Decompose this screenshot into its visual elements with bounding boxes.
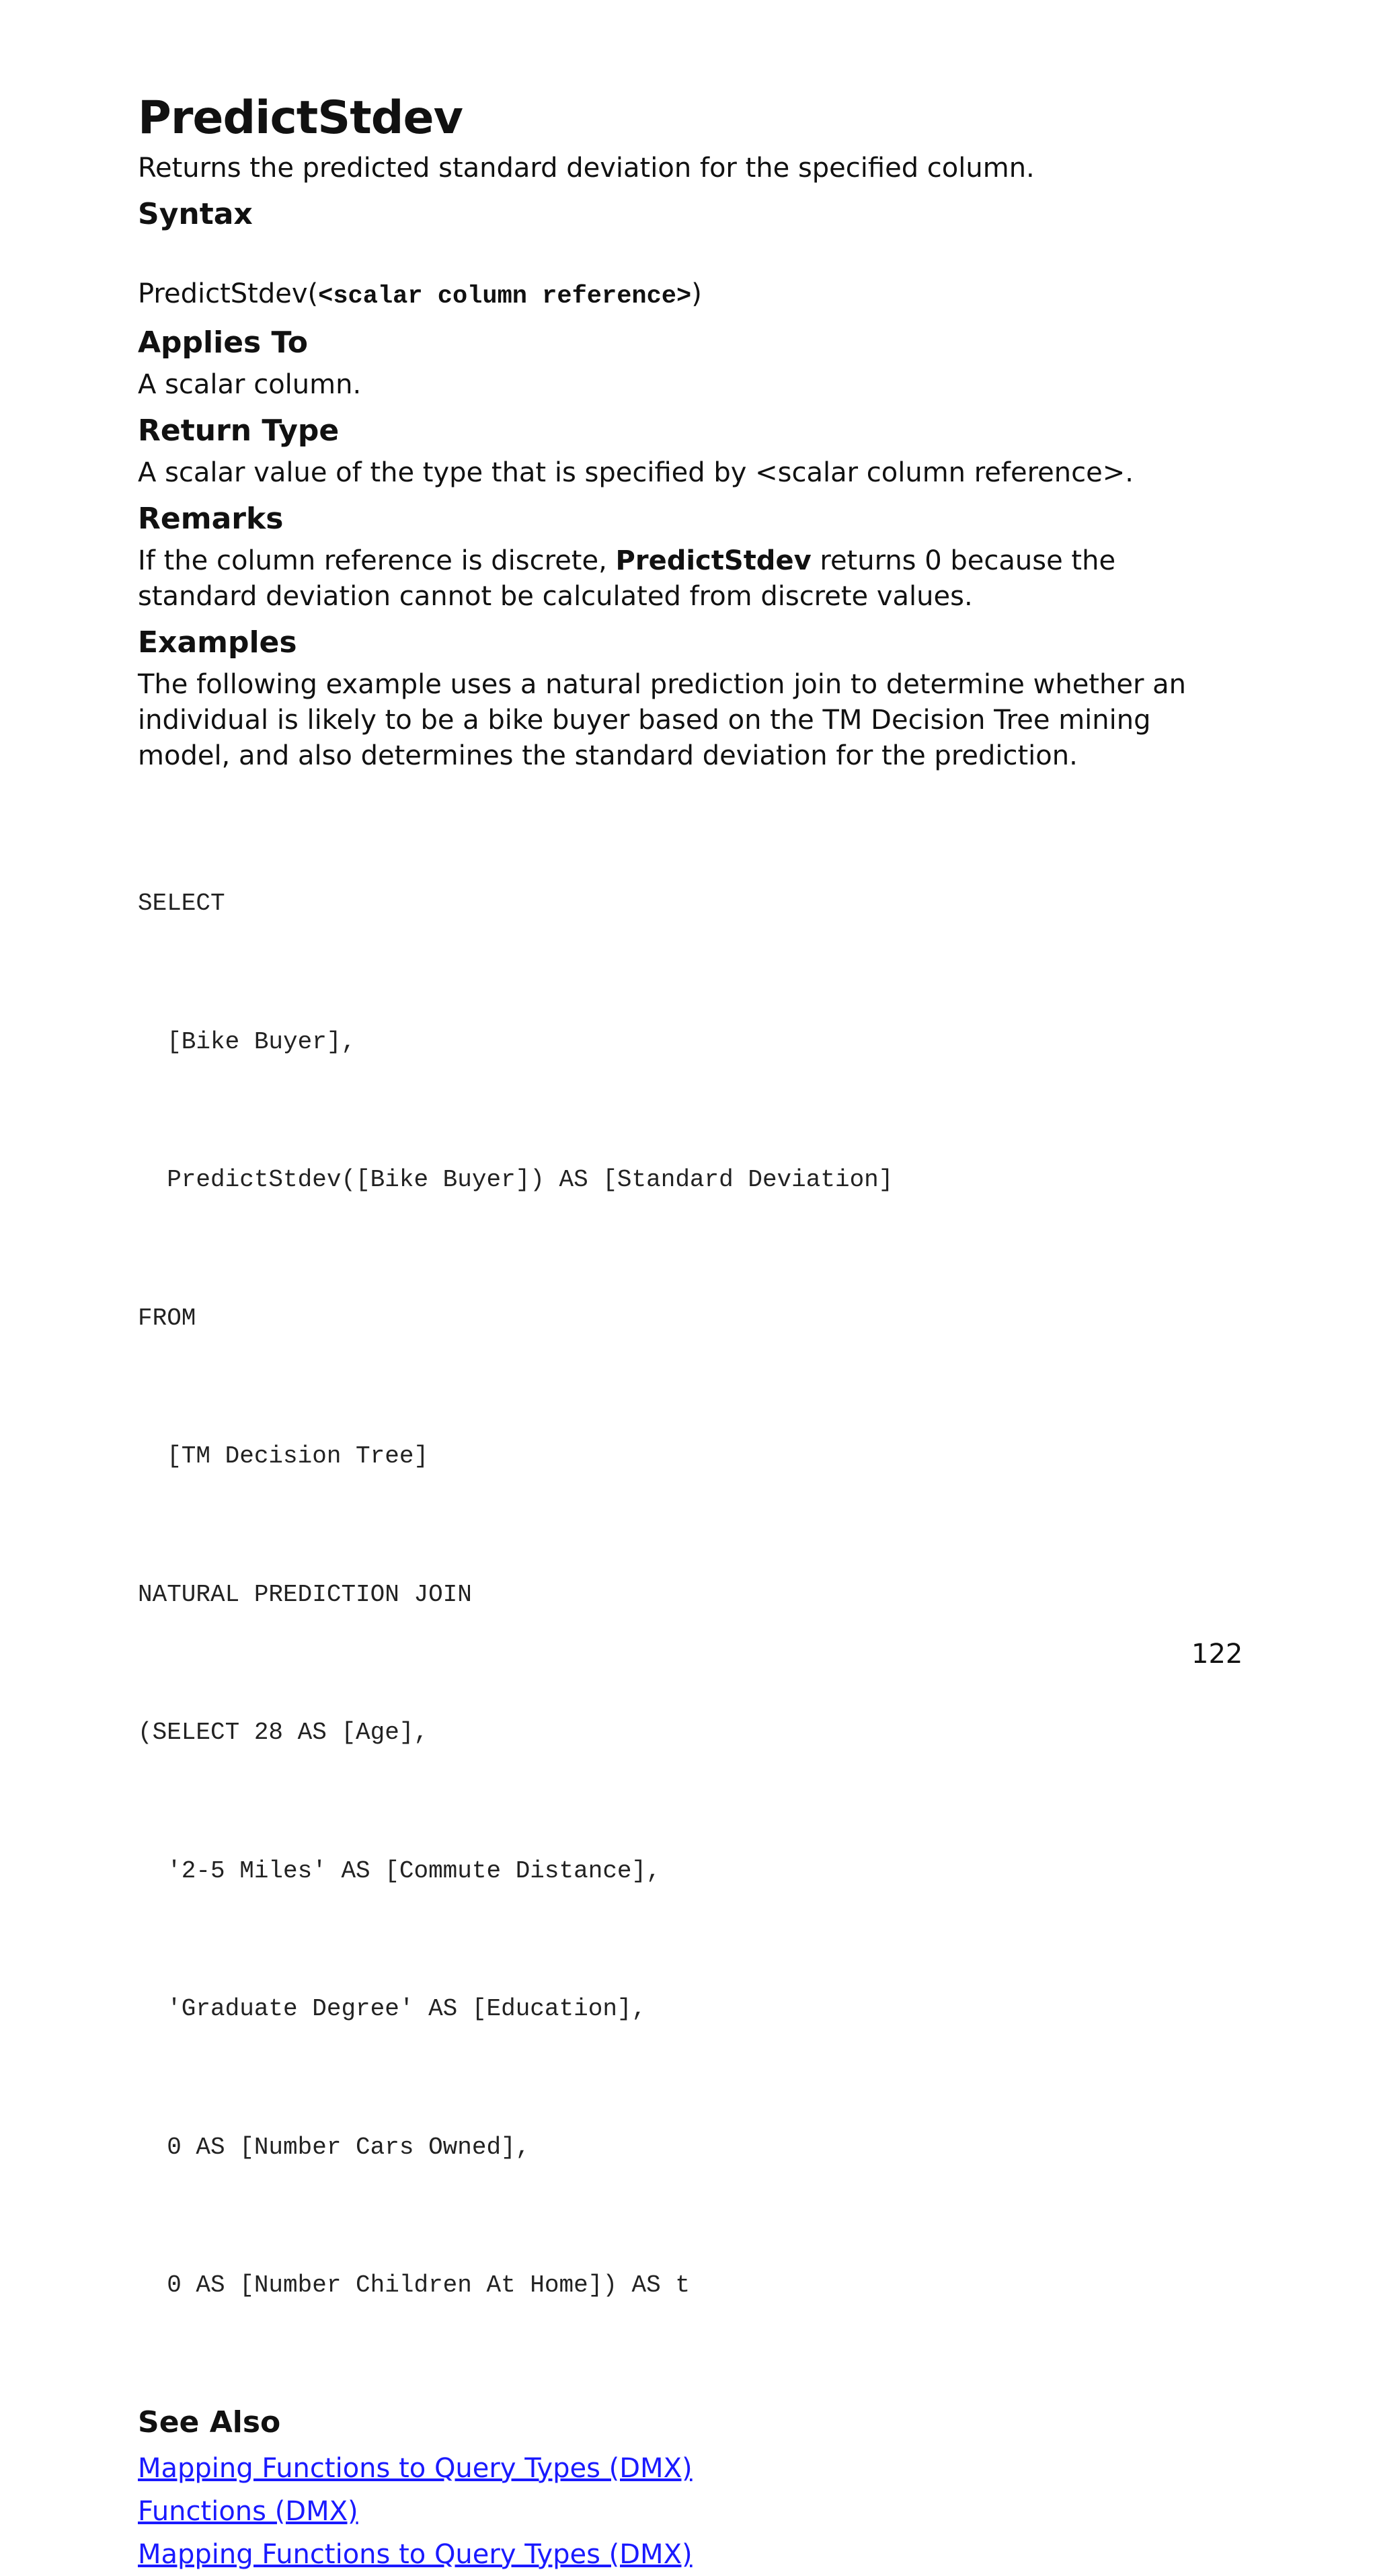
examples-text: The following example uses a natural prediction join to determine whether an individual is likely to be a bike buyer based on the TM Decision Tree mining model, and also determines the standard deviation for the prediction. [138,669,1186,771]
code-line: 0 AS [Number Cars Owned], [138,2133,530,2161]
syntax-close: ) [691,278,702,309]
code-line: 0 AS [Number Children At Home]) AS t [138,2271,690,2299]
applies-to-text: A scalar column. [138,369,362,400]
summary-text: Returns the predicted standard deviation for the specified column. [138,153,1035,184]
code-line: '2-5 Miles' AS [Commute Distance], [138,1857,661,1885]
syntax-section [138,196,1241,315]
see-also-link-mapping-functions[interactable]: Mapping Functions to Query Types (DMX) [138,2452,693,2484]
code-line: PredictStdev([Bike Buyer]) AS [Standard Deviation] [138,1166,894,1194]
remarks-section [138,500,1241,615]
see-also-heading: See Also [138,2405,281,2440]
remarks-text [138,543,1241,615]
applies-to-heading: Applies To [138,325,308,360]
remarks-text-end: returns 0 because the standard deviation cannot be calculated from discrete values. [138,545,1116,612]
code-block [138,789,1241,2401]
see-also-link-functions[interactable]: Functions (DMX) [138,2495,358,2527]
return-type-text: A scalar value of the type that is specified by <scalar column reference>. [138,457,1134,488]
code-line: FROM [138,1304,196,1332]
code-line: (SELECT 28 AS [Age], [138,1719,429,1746]
code-line: [TM Decision Tree] [138,1442,429,1470]
applies-to-section [138,324,1241,403]
see-also-section [138,2404,1241,2576]
see-also-link-mapping-functions-2[interactable]: Mapping Functions to Query Types (DMX) [138,2538,693,2570]
code-line: SELECT [138,890,225,917]
return-type-section [138,412,1241,491]
page-title: PredictStdev [138,91,463,145]
remarks-heading: Remarks [138,502,284,536]
code-line: NATURAL PREDICTION JOIN [138,1580,472,1608]
examples-heading: Examples [138,625,297,660]
syntax-parameter: <scalar column reference> [318,282,692,311]
syntax-function: PredictStdev( [138,278,319,309]
remarks-text-start: If the column reference is discrete, [138,545,616,576]
document-page [138,86,1241,2576]
page-number: 122 [1191,1639,1243,1670]
code-line: 'Graduate Degree' AS [Education], [138,1995,647,2023]
syntax-line [138,276,1241,315]
remarks-function-name: PredictStdev [615,545,812,576]
return-type-heading: Return Type [138,414,340,448]
syntax-heading: Syntax [138,197,253,231]
code-line: [Bike Buyer], [138,1027,356,1056]
examples-section [138,624,1241,2401]
